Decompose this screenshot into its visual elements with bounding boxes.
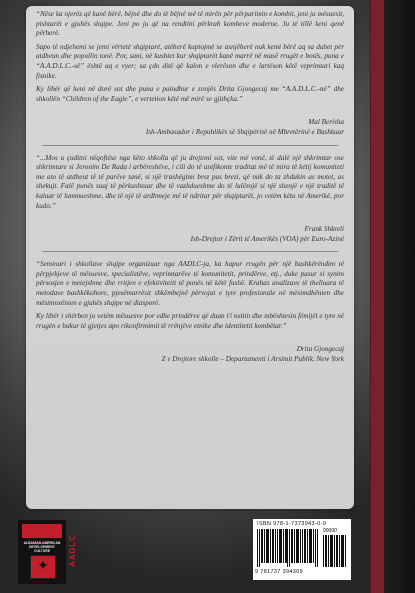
logo-side-text: AADLC (68, 534, 77, 567)
barcode-bars (257, 529, 319, 567)
quote-shkreli (36, 154, 344, 245)
eagle-flag-icon: ✦ (30, 555, 56, 579)
quote-paragraph: Ky libër që keni në dorë sot dhe puna e palodhur e zonjës Drita Gjongecaj me “A.A.D.L.C.-në” dhe shkollën “Children of the Eagle”, e vertetion këtë më mirë se gjithçka.” (36, 85, 344, 103)
quote-berisha (36, 10, 344, 138)
book-spine-edge (370, 0, 385, 593)
dark-edge (384, 0, 415, 593)
quote-author: Mal Berisha (308, 118, 344, 127)
quote-paragraph: Sapo të ndjehemi se jemi vërtetë shqiptarë, atëherë kuptojmë se asnjëherë nuk kemi bërë aq sa duhet për atdheun dhe popullin tonë. Por, sani, në kushtet kur shqiptarët kanë marrë në masë rrugët e botës, puna e “A.A.D.L.C.-së” është aq e vyer; sa çdo ditë që kalon e vlerëson dhe e lartëson këtë veprimtari kaq fisnike. (36, 42, 344, 80)
logo-red-band (22, 524, 62, 538)
logo-label: ALBANIAN AMERICAN DEVELOPMENT CULTURE (23, 541, 61, 553)
quotes-text (36, 10, 344, 365)
divider (42, 251, 338, 252)
quote-paragraph: “Seminari i shkollave shqipe organizuar nga AADLC-ja, ka hapur rrugën për një bashkërëndim të përpjekjeve të mësuesve, specialistëve, veprimtarëve të komunitetit, prindërve, etj., duke pasur si synim përsosjen e metejshme dhe rritjen e efektivitetit të punës në këtë fushë. Krahas analizave të thelluara të metodave bashkëkohore, pjesëmarrësit shkëmbejnë përvojat e tyre profesionale në mësimdhënien dhe mësimnxënien e gjuhës shqipe në diasporë. (36, 260, 344, 307)
quote-paragraph: “...Mos u çuditni nëqoftëse nga këto shkolla që ju drejtoni sot, vite më vonë, të dalë një shkrimtar ose shkrimtare si Jeronim De Rada i arbëreshëve, i cili do të unifikonte traditat më të mira të këtij komuniteti me ato të atdheut të të parëve tanë, si një trashëgimi brez pas brezi, që nuk do ta zhdukin as motet, as shekujt. Falë punës suaj të përkushtuar dhe të vazhdueshme do të lulëzojë si një shenjë e një traditë të kaluar të lummueshme, dhe të një të ardhmeje më të ndritur për shqiptarët, jo vetëm këtu në Amerikë, por kudo.” (36, 153, 344, 210)
isbn-text: ISBN 978-1-7373943-0-9 (257, 521, 327, 527)
quote-author-role: Ish-Drejtor i Zërit të Amerikës (VOA) për Euro-Azinë (190, 234, 344, 243)
isbn-barcode (253, 519, 351, 580)
quote-paragraph: Ky libër i shërben jo vetëm mësuesve por edhe prindërve që duan t'i nxitin dhe mbështesin fëmijët e tyre në rrugën e bukur të gjetjes apo rikonfirmimit të rrënjëve etnike dhe identitetit kombëtar.” (36, 312, 344, 330)
barcode-number: 9 781737 394309 (255, 569, 303, 575)
quote-author: Frank Shkreli (304, 225, 344, 234)
quote-paragraph: “Nëse ka njerëz që kanë bërë, bëjnë dhe do të bëjnë më të mirën për përparimin e kombit, jeni ju mësuesit, pishtarët e gjuhës shqipe. Jeni po ju që na rendtini përkrah kombeve moderne. Ju të tillë keni qenë përherë. (36, 10, 344, 38)
quote-author: Drita Gjongecaj (296, 345, 344, 354)
publisher-logo (18, 520, 66, 584)
price-code: 90000 (323, 528, 337, 534)
quote-author-role: Ish-Ambasador i Republikës së Shqipërisë në Mbretërinë e Bashkuar (145, 127, 344, 136)
price-barcode-bars (323, 535, 347, 567)
divider (42, 145, 338, 146)
quote-author-role: Z v Drejtore shkolle – Departamenti i Arsimit Publik, New York (161, 355, 344, 364)
quote-gjongecaj (36, 260, 344, 364)
